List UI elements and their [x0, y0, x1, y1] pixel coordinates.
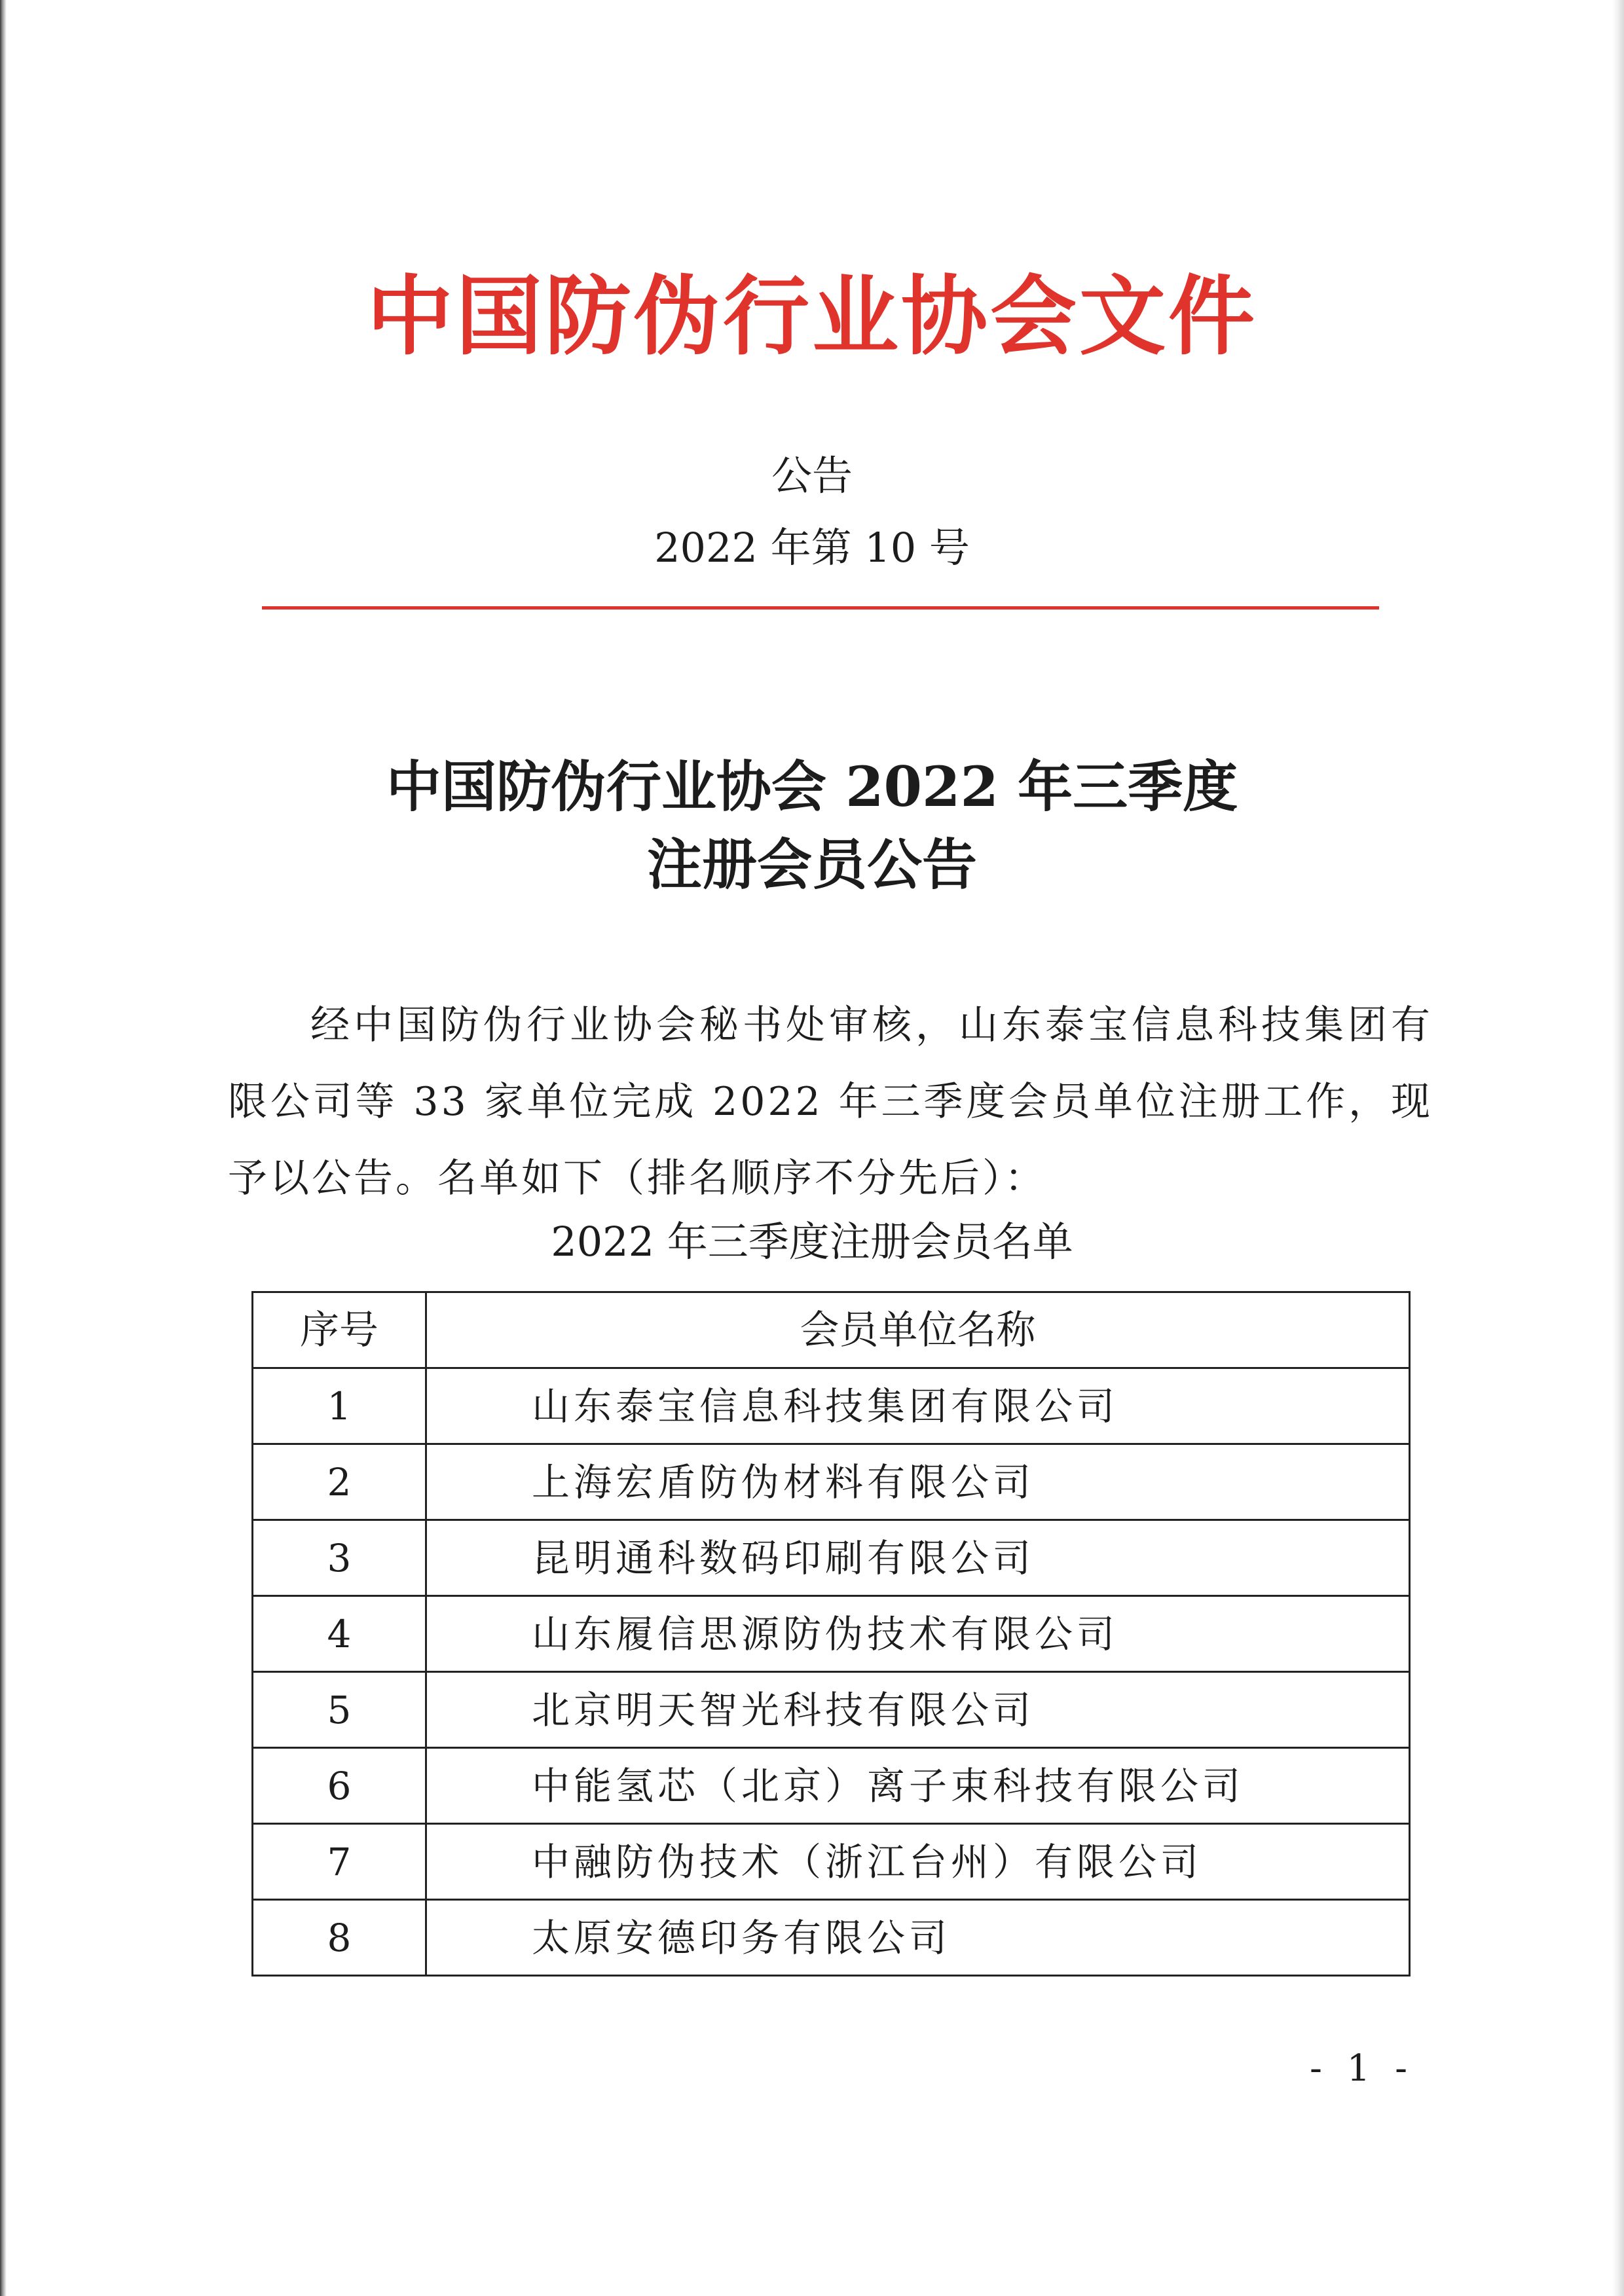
- row-number: 4: [253, 1596, 426, 1672]
- red-divider-line: [262, 606, 1379, 610]
- page-number: - 1 -: [1310, 2047, 1414, 2090]
- member-list-title: 2022 年三季度注册会员名单: [551, 1218, 1073, 1266]
- row-number: 7: [253, 1824, 426, 1900]
- member-name: 昆明通科数码印刷有限公司: [426, 1520, 1410, 1596]
- row-number: 6: [253, 1748, 426, 1824]
- member-name: 中能氢芯（北京）离子束科技有限公司: [426, 1748, 1410, 1824]
- row-number: 3: [253, 1520, 426, 1596]
- table-row: [253, 1900, 1410, 1976]
- organization-file-title: 中国防伪行业协会文件: [367, 266, 1257, 367]
- announcement-title-line-1: 中国防伪行业协会 2022 年三季度: [386, 754, 1238, 819]
- document-number: 2022 年第 10 号: [654, 524, 970, 572]
- column-header-number: 序号: [253, 1292, 426, 1368]
- table-row: [253, 1748, 1410, 1824]
- announcement-body: [228, 987, 1433, 1217]
- member-name: 中融防伪技术（浙江台州）有限公司: [426, 1824, 1410, 1900]
- table-row: [253, 1596, 1410, 1672]
- row-number: 8: [253, 1900, 426, 1976]
- document-type: 公告: [771, 452, 853, 500]
- table-row: [253, 1368, 1410, 1444]
- announcement-title: [0, 748, 1624, 904]
- member-name: 上海宏盾防伪材料有限公司: [426, 1444, 1410, 1520]
- row-number: 2: [253, 1444, 426, 1520]
- announcement-title-line-2: 注册会员公告: [646, 832, 977, 898]
- member-name: 太原安德印务有限公司: [426, 1900, 1410, 1976]
- member-name: 山东泰宝信息科技集团有限公司: [426, 1368, 1410, 1444]
- row-number: 5: [253, 1672, 426, 1748]
- member-table: [251, 1291, 1411, 1977]
- table-header-row: [253, 1292, 1410, 1368]
- member-name: 北京明天智光科技有限公司: [426, 1672, 1410, 1748]
- row-number: 1: [253, 1368, 426, 1444]
- table-row: [253, 1444, 1410, 1520]
- table-row: [253, 1672, 1410, 1748]
- member-name: 山东履信思源防伪技术有限公司: [426, 1596, 1410, 1672]
- table-row: [253, 1824, 1410, 1900]
- announcement-paragraph: 经中国防伪行业协会秘书处审核，山东泰宝信息科技集团有限公司等 33 家单位完成 2022 年三季度会员单位注册工作，现予以公告。名单如下（排名顺序不分先后）：: [228, 1002, 1433, 1201]
- column-header-member-name: 会员单位名称: [426, 1292, 1410, 1368]
- table-row: [253, 1520, 1410, 1596]
